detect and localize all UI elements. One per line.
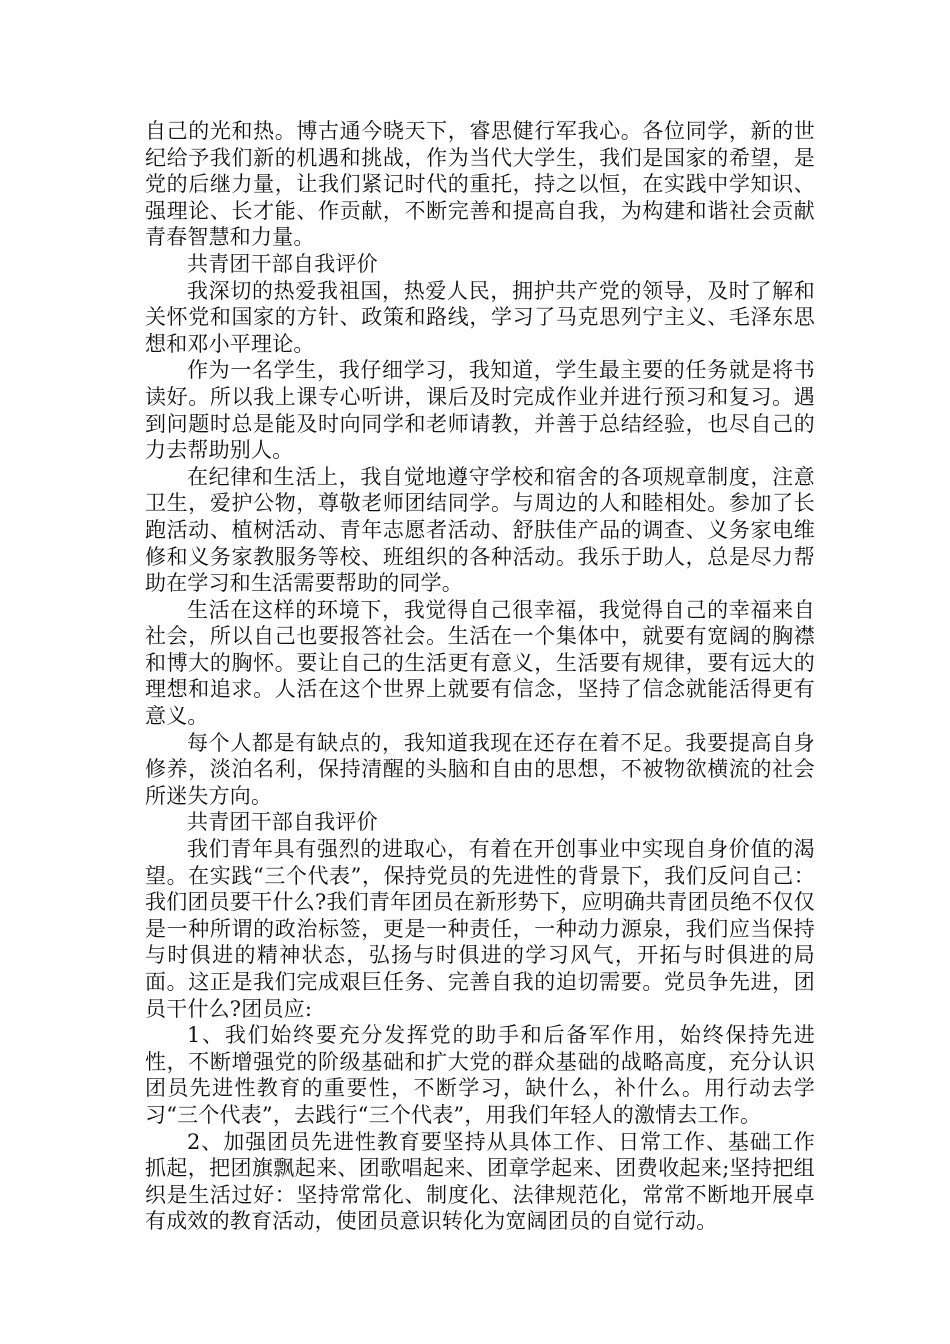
paragraph-point-2: 2、加强团员先进性教育要坚持从具体工作、日常工作、基础工作抓起，把团旗飘起来、团歌唱起来、团章学起来、团费收起来;坚持把组织是生活过好：坚持常常化、制度化、法律规范化，常常不断地开展卓有成效的教育活动，使团员意识转化为宽阔团员的自觉行动。 [145, 1129, 815, 1234]
paragraph-life: 生活在这样的环境下，我觉得自己很幸福，我觉得自己的幸福来自社会，所以自己也要报答社会。生活在一个集体中，就要有宽阔的胸襟和博大的胸怀。要让自己的生活更有意义，生活要有规律，要有远大的理想和追求。人活在这个世界上就要有信念，坚持了信念就能活得更有意义。 [145, 597, 815, 729]
paragraph-intro-continuation: 自己的光和热。博古通今晓天下，睿思健行军我心。各位同学，新的世纪给予我们新的机遇和挑战，作为当代大学生，我们是国家的希望，是党的后继力量，让我们紧记时代的重托，持之以恒，在实践中学知识、强理论、长才能、作贡献，不断完善和提高自我，为构建和谐社会贡献青春智慧和力量。 [145, 119, 815, 250]
paragraph-patriotism: 我深切的热爱我祖国，热爱人民，拥护共产党的领导，及时了解和关怀党和国家的方针、政策和路线，学习了马克思列宁主义、毛泽东思想和邓小平理论。 [145, 278, 815, 356]
paragraph-discipline: 在纪律和生活上，我自觉地遵守学校和宿舍的各项规章制度，注意卫生，爱护公物，尊敬老师团结同学。与周边的人和睦相处。参加了长跑活动、植树活动、青年志愿者活动、舒肤佳产品的调查、义务家电维修和义务家教服务等校、班组织的各种活动。我乐于助人，总是尽力帮助在学习和生活需要帮助的同学。 [145, 464, 815, 596]
paragraph-point-1: 1、我们始终要充分发挥党的助手和后备军作用，始终保持先进性，不断增强党的阶级基础和扩大党的群众基础的战略高度，充分认识团员先进性教育的重要性，不断学习，缺什么，补什么。用行动去学习“三个代表”，去践行“三个代表”，用我们年轻人的激情去工作。 [145, 1023, 815, 1127]
paragraph-shortcomings: 每个人都是有缺点的，我知道我现在还存在着不足。我要提高自身修养，淡泊名利，保持清醒的头脑和自由的思想，不被物欲横流的社会所迷失方向。 [145, 730, 815, 808]
section-heading-2: 共青团干部自我评价 [187, 810, 378, 835]
paragraph-youth-ambition: 我们青年具有强烈的进取心，有着在开创事业中实现自身价值的渴望。在实践“三个代表”，保持党员的先进性的背景下，我们反问自己：我们团员要干什么?我们青年团员在新形势下，应明确共青团员绝不仅仅是一种所谓的政治标签，更是一种责任，一种动力源泉，我们应当保持与时俱进的精神状态，弘扬与时俱进的学习风气，开拓与时俱进的局面。这正是我们完成艰巨任务、完善自我的迫切需要。党员争先进，团员干什么?团员应: [145, 837, 815, 1021]
section-heading-1: 共青团干部自我评价 [187, 251, 378, 276]
paragraph-study: 作为一名学生，我仔细学习，我知道，学生最主要的任务就是将书读好。所以我上课专心听讲，课后及时完成作业并进行预习和复习。遇到问题时总是能及时向同学和老师请教，并善于总结经验，也尽自己的力去帮助别人。 [145, 358, 815, 463]
document-page [145, 118, 815, 1235]
